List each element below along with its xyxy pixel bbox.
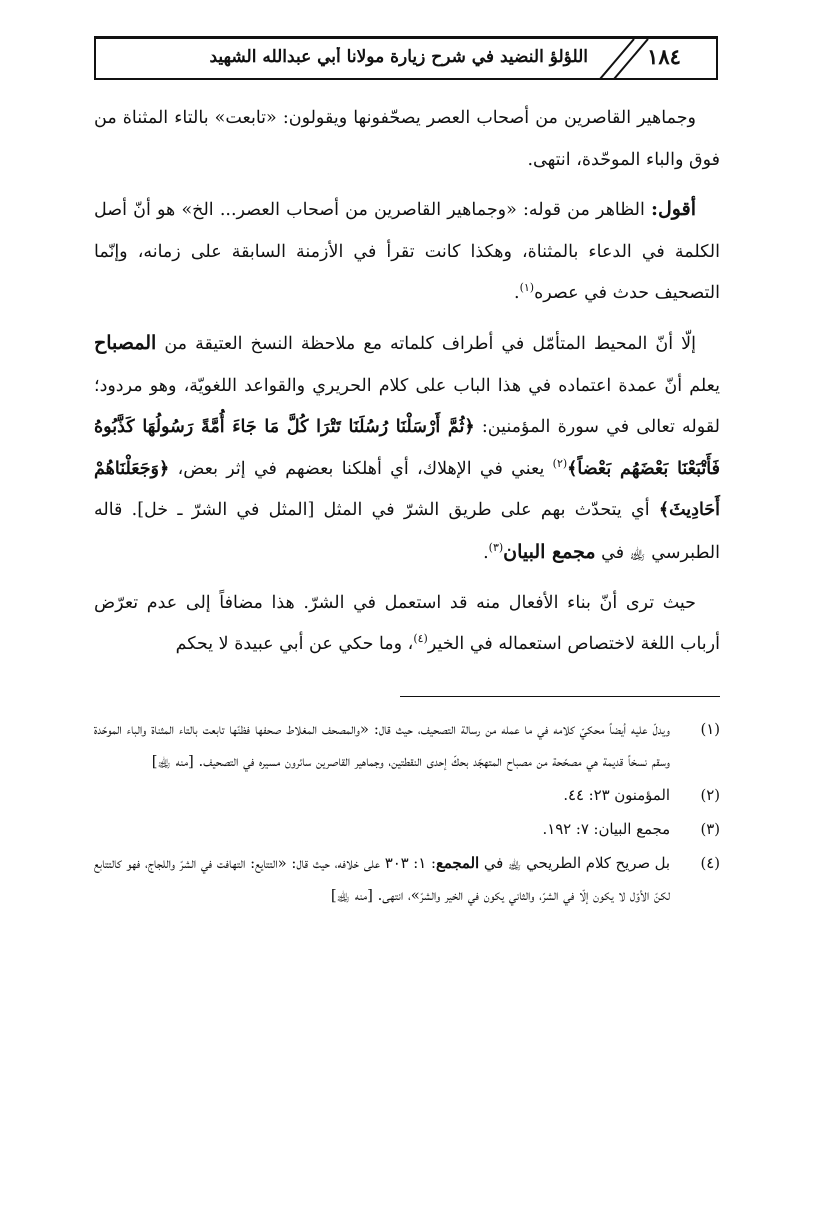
- footnote-number: (٢): [700, 787, 720, 804]
- paragraph-1-text: وجماهير القاصرين من أصحاب العصر يصحّفونها ويقولون: «تابعت» بالتاء المثناة من فوق والباء الموحّدة، انتهى.: [94, 108, 720, 170]
- header-title: اللؤلؤ النضيد في شرح زيارة مولانا أبي عبدالله الشهيد: [209, 47, 588, 67]
- paragraph-3-text-d: أي يتحدّث بهم على طريق الشرّ في المثل [المثل في الشرّ ـ خل]. قاله الطبرسي ﵀ في: [94, 500, 720, 563]
- footnote-ref-2[interactable]: (٢): [552, 456, 568, 470]
- footnote-ref-3[interactable]: (٣): [488, 541, 504, 555]
- footnote-text: ويدلّ عليه أيضاً محكيّ كلامه في ما عمله من رسالة التصحيف، حيث قال: «والمصحف المغلاط صحفها فظنّها تابعت بالتاء المثناة والباء الموحّدة وسقم نسخاً قديمة هي مصحّحة من مصباح المتهجّد بحكّ إحدى النقطتين، وجماهير القاصرين سائرون مسيره في التصحيف. [منه ﵀]: [94, 721, 670, 770]
- footnote-ref-4[interactable]: (٤): [413, 632, 428, 646]
- header-divider-slashes: [588, 39, 658, 79]
- aqulu-term: أقول:: [650, 198, 696, 221]
- footnote-3: [94, 814, 720, 846]
- page-number: ١٨٤: [647, 44, 681, 69]
- footnote-separator: [400, 696, 720, 697]
- quran-verse-2: ﴿وَجَعَلْنَاهُمْ أَحَادِيثَ﴾: [94, 458, 720, 521]
- footnote-text: [94, 848, 670, 912]
- running-header: [94, 36, 718, 80]
- footnote-number: (١): [700, 721, 720, 738]
- footnote-2: [94, 780, 720, 812]
- book-title-majma: مجمع البيان: [503, 540, 596, 563]
- footnote-1: [94, 714, 720, 778]
- paragraph-3-end: .: [483, 542, 489, 563]
- paragraph-1: [94, 98, 720, 181]
- main-text: [94, 98, 720, 674]
- paragraph-4-text-b: ، وما حكي عن أبي عبيدة لا يحكم: [175, 634, 414, 655]
- paragraph-2: [94, 189, 720, 315]
- paragraph-4: [94, 583, 720, 666]
- paragraph-2-text: الظاهر من قوله: «وجماهير القاصرين من أصحاب العصر... الخ» هو أنّ أصل الكلمة في الدعاء بالمثناة، وهكذا كانت تقرأ في الأزمنة السابقة على زمانه، وإنّما التصحيف حدث في عصره: [94, 200, 720, 304]
- paragraph-4-text-a: حيث ترى أنّ بناء الأفعال منه قد استعمل في الشرّ. هذا مضافاً إلى عدم تعرّض أرباب اللغة لاختصاص استعماله في الخير: [94, 592, 720, 655]
- footnote-4-text-a: بل صريح كلام الطريحي ﵀ في: [483, 855, 670, 872]
- paragraph-3-text-b: يعلم أنّ عمدة اعتماده في هذا الباب على كلام الحريري والقواعد اللغويّة، وهو مردود؛ لقوله تعالى في سورة المؤمنين:: [94, 375, 720, 438]
- footnote-ref-1[interactable]: (١): [519, 281, 535, 295]
- footnote-number: (٣): [700, 821, 720, 838]
- footnote-4: [94, 848, 720, 912]
- book-title-misbah: المصباح: [94, 331, 157, 354]
- footnote-text: مجمع البيان: ٧: ١٩٢.: [542, 821, 670, 838]
- footnote-text: المؤمنون ٢٣: ٤٤.: [563, 787, 670, 804]
- quran-verse-1: ﴿ثُمَّ أَرْسَلْنَا رُسُلَنَا تَتْرَا كُلَّ مَا جَاءَ أُمَّةً رَسُولُهَا كَذَّبُوهُ فَأَتْبَعْنَا بَعْضَهُم بَعْضاً﴾: [94, 417, 720, 479]
- paragraph-2-end: .: [514, 283, 520, 304]
- paragraph-3-text-c: يعني في الإهلاك، أي أهلكنا بعضهم في إثر بعض،: [177, 458, 545, 479]
- paragraph-3: [94, 323, 720, 575]
- footnote-number: (٤): [700, 855, 720, 872]
- footnote-4-text-b: : ١: ٣٠٣ على خلافه، حيث قال: «التتايع: التهافت في الشرّ واللجاج، فهو كالتتابع لكنّ الأوّل لا يكون إلّا في الشرّ، والثاني يكون في الخير والشرّ»، انتهى. [منه ﵀]: [94, 855, 670, 904]
- footnotes: [94, 714, 720, 914]
- book-title-majma-bahrain: المجمع: [435, 855, 480, 872]
- paragraph-3-text-a: إلّا أنّ المحيط المتأمّل في أطراف كلماته مع ملاحظة النسخ العتيقة من: [164, 333, 696, 354]
